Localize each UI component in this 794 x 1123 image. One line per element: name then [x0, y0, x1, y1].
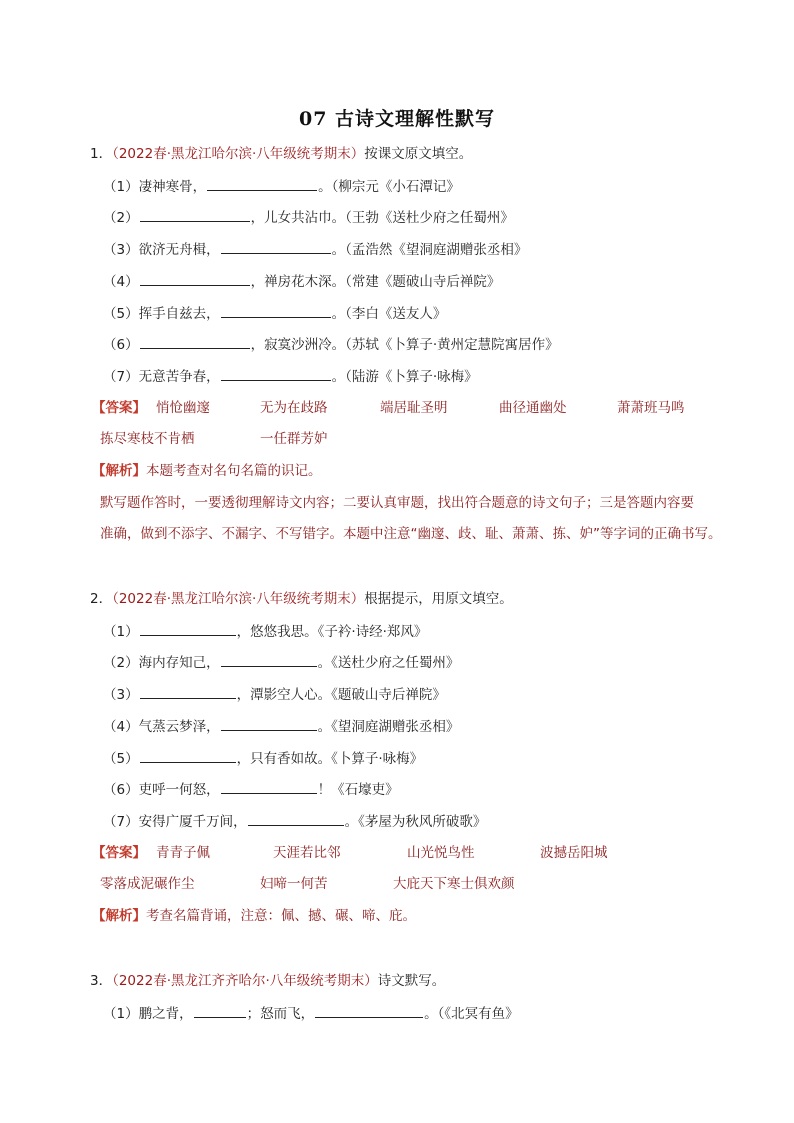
item-number: （7） [103, 369, 139, 385]
q1-answer-tag: 【答案】 [92, 400, 146, 416]
item-text: 鹏之背， [138, 1006, 193, 1022]
item-text: 海内存知己， [138, 655, 220, 671]
item-number: （3） [103, 242, 139, 258]
item-number: （4） [103, 719, 139, 735]
q2-answer-4: 波撼岳阳城 [540, 845, 608, 861]
q1-item-2 [103, 207, 734, 228]
q2-item-4 [103, 716, 734, 737]
answer-blank[interactable] [140, 684, 236, 699]
answer-blank[interactable] [221, 652, 317, 667]
answer-blank[interactable] [221, 239, 331, 254]
q2-answer-3: 山光悦鸟性 [407, 845, 475, 861]
item-text: 。《茅屋为秋风所破歌》 [344, 814, 487, 830]
item-text: 安得广厦千万间， [138, 814, 247, 830]
item-text: 。《送杜少府之任蜀州》 [317, 655, 460, 671]
q1-prompt: 按课文原文填空。 [364, 146, 473, 162]
q1-answer-1: 悄怆幽邃 [156, 400, 210, 416]
answer-blank[interactable] [194, 1003, 246, 1018]
item-text: 。（《北冥有鱼》 [424, 1006, 519, 1022]
answer-blank[interactable] [140, 748, 236, 763]
q2-item-2 [103, 652, 734, 673]
item-number: （5） [103, 306, 139, 322]
item-text: 无意苦争春， [138, 369, 220, 385]
item-text: ，寂寞沙洲冷。（苏轼《卜算子·黄州定慧院寓居作》 [250, 337, 559, 353]
page-title: 07 古诗文理解性默写 [298, 108, 496, 130]
item-number: （2） [103, 655, 139, 671]
item-number: （1） [103, 179, 139, 195]
q2-header [90, 589, 734, 609]
q1-analysis-text: 本题考查对名句名篇的识记。 [146, 463, 322, 479]
answer-blank[interactable] [248, 811, 344, 826]
item-number: （6） [103, 782, 139, 798]
q1-answer-7: 一任群芳妒 [260, 431, 328, 447]
q1-answer-4: 曲径通幽处 [499, 400, 567, 416]
item-text: ；怒而飞， [246, 1006, 315, 1022]
answer-blank[interactable] [221, 716, 317, 731]
item-number: （1） [103, 1006, 139, 1022]
q1-source: （2022春·黑龙江哈尔滨·八年级统考期末） [112, 146, 365, 162]
q1-item-6 [103, 334, 734, 355]
q2-answer-5: 零落成泥碾作尘 [100, 876, 195, 892]
q1-number: 1． [90, 146, 113, 162]
answer-blank[interactable] [315, 1003, 423, 1018]
q2-item-5 [103, 748, 734, 769]
q2-analysis: 【解析】考查名篇背诵，注意：佩、撼、碾、啼、庇。 [92, 908, 416, 924]
q2-answer-7: 大庇天下寒士俱欢颜 [393, 876, 515, 892]
q3-item-1 [103, 1003, 734, 1024]
q2-item-1 [103, 621, 734, 642]
q2-prompt: 根据提示，用原文填空。 [364, 591, 513, 607]
q1-answer-2: 无为在歧路 [260, 400, 328, 416]
item-number: （1） [103, 624, 139, 640]
item-number: （4） [103, 274, 139, 290]
item-text: 吏呼一何怒， [138, 782, 220, 798]
q1-item-3 [103, 239, 734, 260]
item-text: ！《石壕吏》 [317, 782, 399, 798]
item-text: 挥手自兹去， [138, 306, 220, 322]
item-number: （3） [103, 687, 139, 703]
q2-item-3 [103, 684, 734, 705]
item-text: ，儿女共沾巾。（王勃《送杜少府之任蜀州》 [250, 210, 514, 226]
q3-header [90, 971, 734, 991]
item-number: （2） [103, 210, 139, 226]
q3-source: （2022春·黑龙江齐齐哈尔·八年级统考期末） [112, 973, 378, 989]
item-text: ，悠悠我思。《子衿·诗经·郑风》 [236, 624, 428, 640]
item-number: （7） [103, 814, 139, 830]
answer-blank[interactable] [221, 366, 331, 381]
q2-answer-1: 青青子佩 [156, 845, 210, 861]
q1-item-5 [103, 303, 734, 324]
item-number: （6） [103, 337, 139, 353]
q2-item-6 [103, 779, 734, 800]
q3-number: 3． [90, 973, 113, 989]
answer-blank[interactable] [207, 176, 317, 191]
q1-answer-3: 端居耻圣明 [380, 400, 448, 416]
item-text: 。《望洞庭湖赠张丞相》 [317, 719, 460, 735]
item-text: 。（陆游《卜算子·咏梅》 [331, 369, 478, 385]
answer-blank[interactable] [140, 271, 250, 286]
item-text: ，只有香如故。《卜算子·咏梅》 [236, 751, 424, 767]
answer-blank[interactable] [140, 207, 250, 222]
item-text: 。（李白《送友人》 [331, 306, 447, 322]
item-text: 。（孟浩然《望洞庭湖赠张丞相》 [331, 242, 528, 258]
q1-analysis-line-3: 准确，做到不添字、不漏字、不写错字。本题中注意“幽邃、歧、耻、萧萧、拣、妒”等字词的正确书写。 [100, 526, 722, 542]
q1-header [90, 144, 734, 164]
q2-source: （2022春·黑龙江哈尔滨·八年级统考期末） [112, 591, 365, 607]
item-text: ，禅房花木深。（常建《题破山寺后禅院》 [250, 274, 501, 290]
answer-blank[interactable] [140, 621, 236, 636]
item-text: 凄神寒骨， [138, 179, 207, 195]
item-number: （5） [103, 751, 139, 767]
q1-answer-5: 萧萧班马鸣 [617, 400, 685, 416]
q2-number: 2． [90, 591, 113, 607]
q1-answer-6: 拣尽寒枝不肯栖 [100, 431, 195, 447]
q2-answer-2: 天涯若比邻 [273, 845, 341, 861]
q3-prompt: 诗文默写。 [377, 973, 446, 989]
q1-item-7 [103, 366, 734, 387]
q1-analysis: 【解析】本题考查对名句名篇的识记。 [92, 463, 322, 479]
answer-blank[interactable] [221, 303, 331, 318]
q1-item-4 [103, 271, 734, 292]
q1-item-1 [103, 176, 734, 197]
item-text: ，潭影空人心。《题破山寺后禅院》 [236, 687, 446, 703]
item-text: 。（柳宗元《小石潭记》 [318, 179, 460, 195]
item-text: 欲济无舟楫， [138, 242, 220, 258]
q2-answer-6: 妇啼一何苦 [260, 876, 328, 892]
q2-answer-tag: 【答案】 [92, 845, 146, 861]
q2-item-7 [103, 811, 734, 832]
answer-blank[interactable] [140, 334, 250, 349]
q1-analysis-line-2: 默写题作答时，一要透彻理解诗文内容；二要认真审题，找出符合题意的诗文句子；三是答题内容要 [100, 495, 694, 511]
answer-blank[interactable] [221, 779, 317, 794]
q2-analysis-text: 考查名篇背诵，注意：佩、撼、碾、啼、庇。 [146, 908, 416, 924]
item-text: 气蒸云梦泽， [138, 719, 220, 735]
